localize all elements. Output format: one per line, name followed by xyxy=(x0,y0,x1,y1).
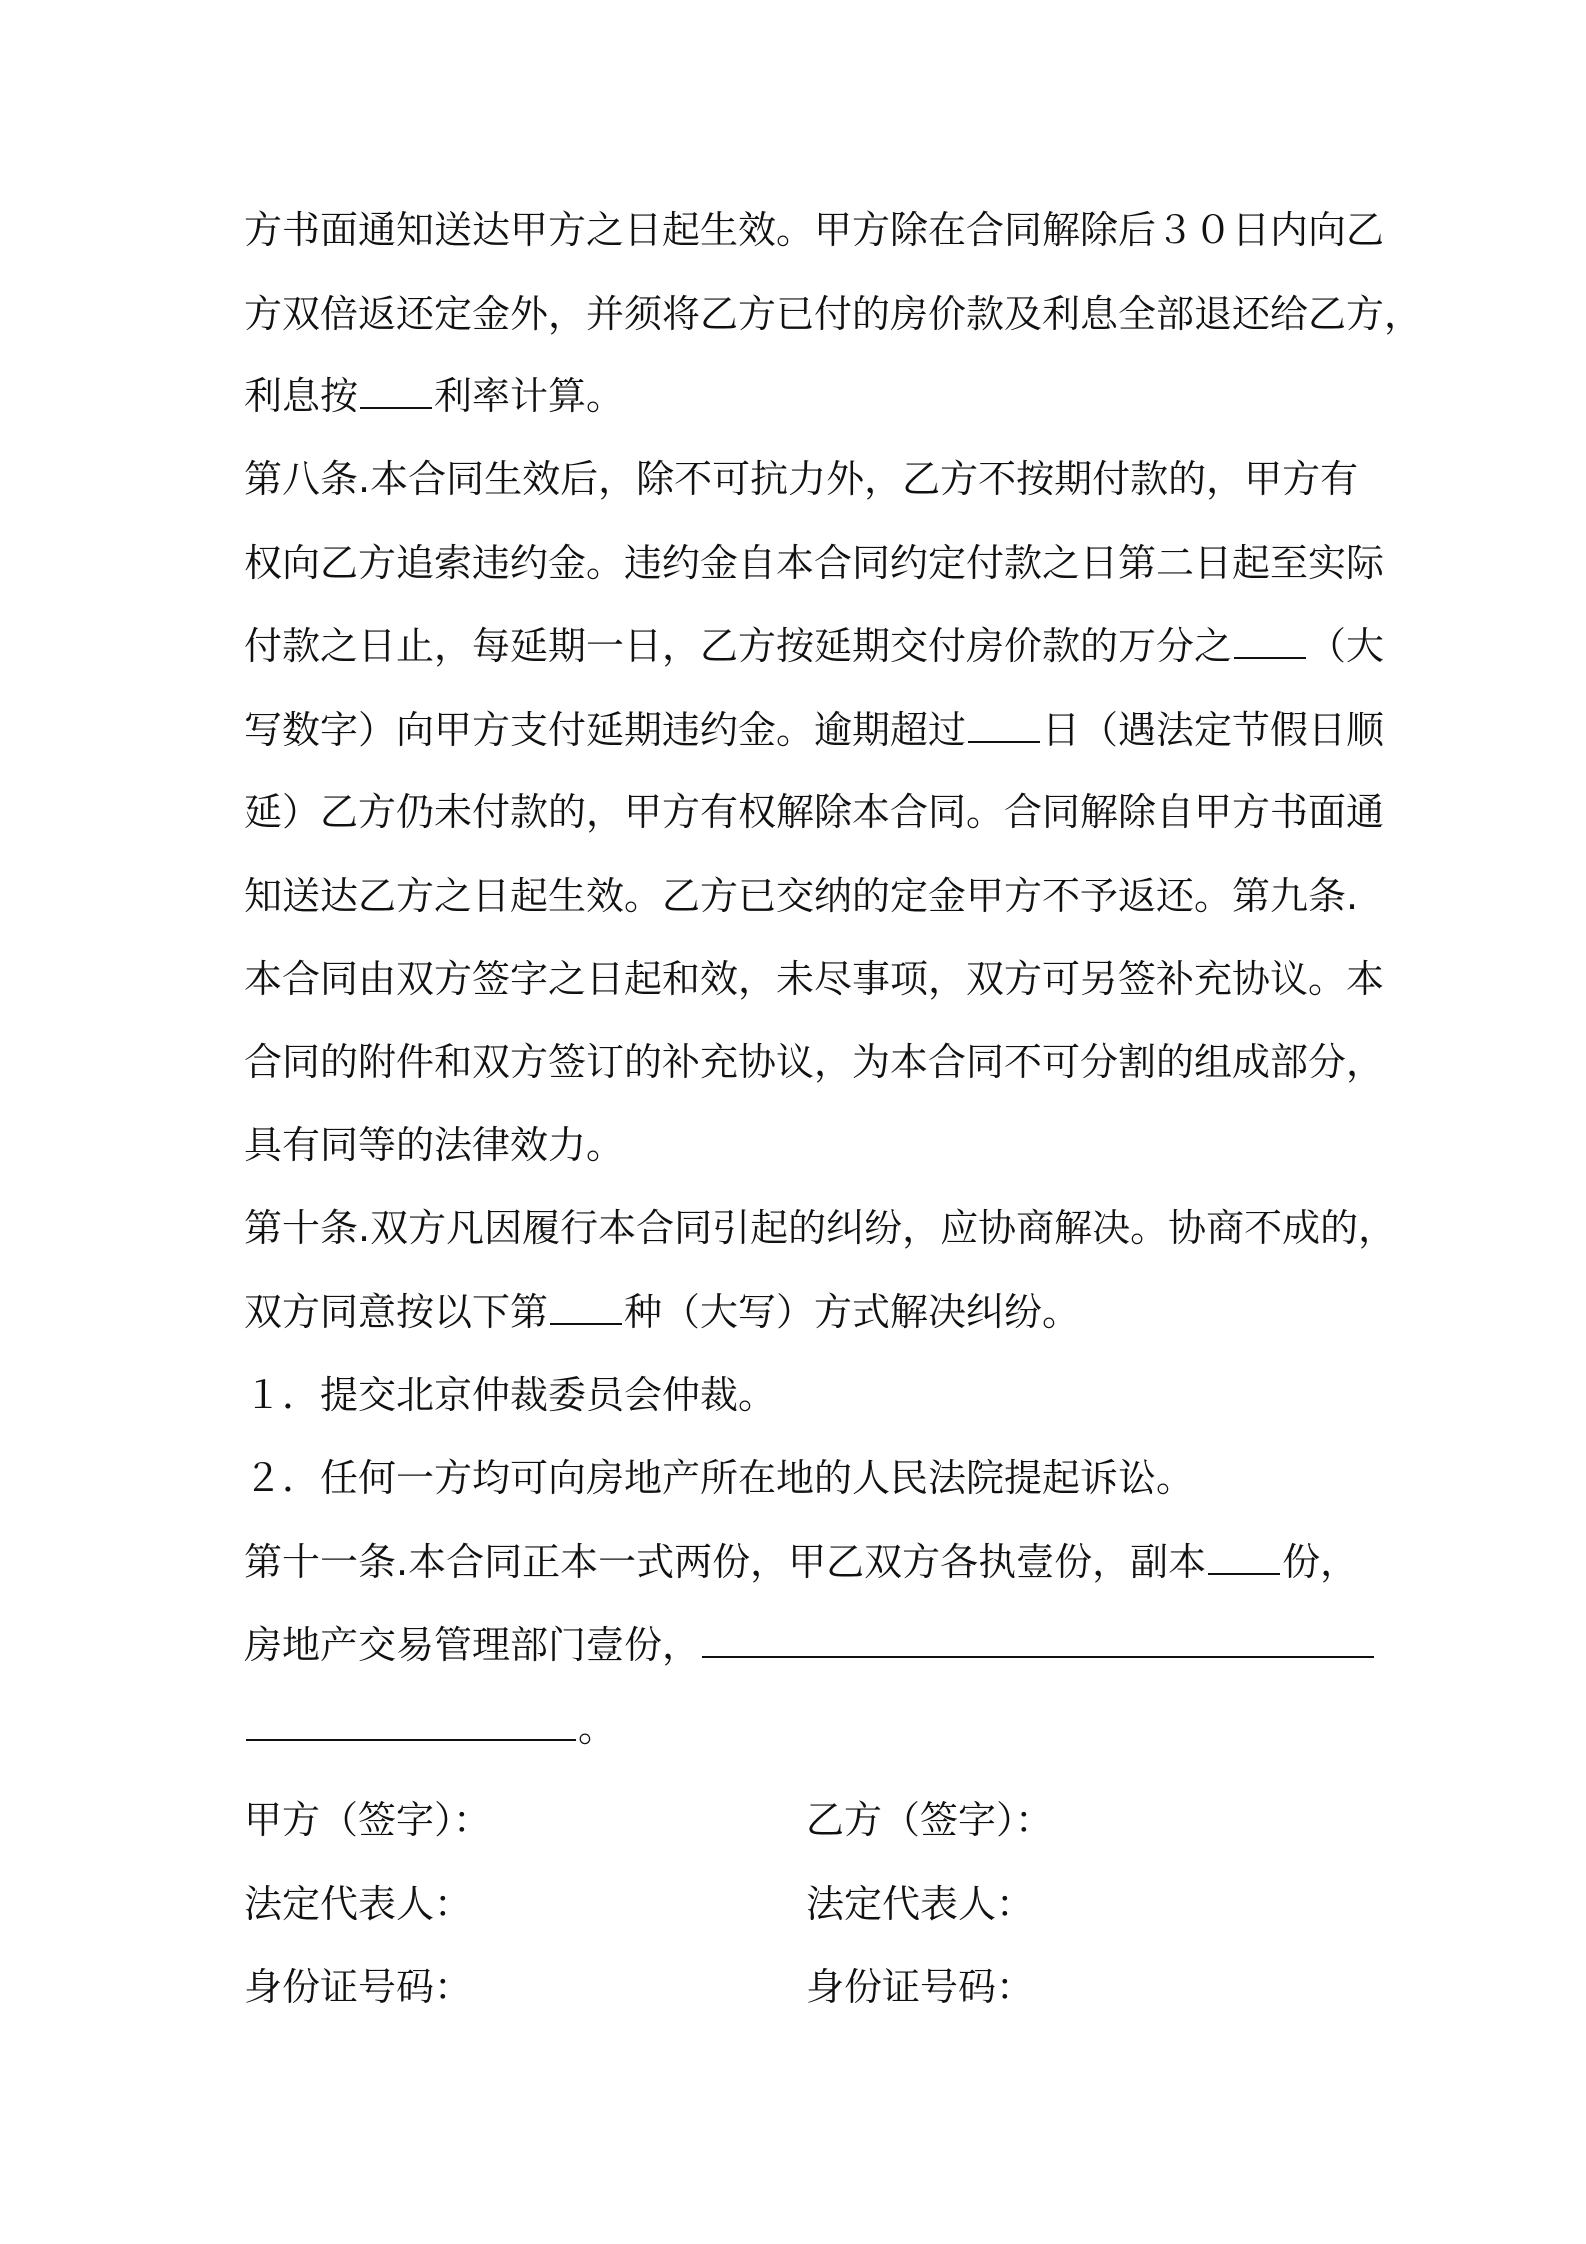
body-line-8 xyxy=(244,788,1384,836)
body-line-5 xyxy=(244,539,1384,587)
body-line-3 xyxy=(244,372,624,420)
text-segment: 本合同由双方签字之日起和效，未尽事项，双方可另签补充协议。本 xyxy=(244,957,1385,1001)
party-a-signature-label: 甲方（签字）： xyxy=(244,1798,492,1842)
text-segment: 具有同等的法律效力。 xyxy=(244,1123,625,1167)
text-segment: 日（遇法定节假日顺 xyxy=(1042,708,1385,752)
party-b-id-label: 身份证号码： xyxy=(806,1965,1035,2009)
text-segment: 。 xyxy=(578,1706,617,1750)
party-a-id-label: 身份证号码： xyxy=(244,1965,473,2009)
body-line-1 xyxy=(244,206,1384,254)
text-segment: 合同的附件和双方签订的补充协议，为本合同不可分割的组成部分， xyxy=(244,1040,1385,1084)
body-line-13 xyxy=(244,1204,1396,1252)
body-line-9 xyxy=(244,872,1358,920)
text-segment: 权向乙方追索违约金。违约金自本合同约定付款之日第二日起至实际 xyxy=(244,541,1385,585)
text-segment: ２．任何一方均可向房地产所在地的人民法院提起诉讼。 xyxy=(244,1456,1195,1500)
text-segment: 写数字）向甲方支付延期违约金。逾期超过 xyxy=(244,708,967,752)
text-segment: １．提交北京仲裁委员会仲裁。 xyxy=(244,1373,777,1417)
text-segment: 份， xyxy=(1282,1540,1359,1584)
party-a-representative-label: 法定代表人： xyxy=(244,1882,473,1926)
party-b-representative-label: 法定代表人： xyxy=(806,1882,1035,1926)
body-line-17 xyxy=(244,1538,1358,1586)
body-line-12 xyxy=(244,1121,624,1169)
text-segment: 延）乙方仍未付款的，甲方有权解除本合同。合同解除自甲方书面通 xyxy=(244,790,1385,834)
fill-in-blank xyxy=(360,375,432,409)
body-line-18 xyxy=(244,1621,1376,1669)
body-line-7 xyxy=(244,706,1384,754)
fill-in-blank xyxy=(968,709,1040,743)
text-segment: 利息按 xyxy=(244,374,359,418)
fill-in-blank xyxy=(1234,625,1306,659)
text-segment: 方书面通知送达甲方之日起生效。甲方除在合同解除后３０日内向乙 xyxy=(244,208,1385,252)
text-segment: 种（大写）方式解决纠纷。 xyxy=(624,1290,1081,1334)
body-line-4 xyxy=(244,455,1358,503)
text-segment: 付款之日止，每延期一日，乙方按延期交付房价款的万分之 xyxy=(244,624,1233,668)
text-segment: 房地产交易管理部门壹份， xyxy=(244,1623,701,1667)
fill-in-blank xyxy=(702,1624,1374,1658)
body-line-2 xyxy=(244,290,1422,338)
body-line-14 xyxy=(244,1288,1080,1336)
body-line-16 xyxy=(244,1454,1194,1502)
text-segment: 利率计算。 xyxy=(434,374,625,418)
text-segment: 第八条.本合同生效后，除不可抗力外，乙方不按期付款的，甲方有 xyxy=(244,457,1359,501)
body-line-10 xyxy=(244,955,1384,1003)
text-segment: 方双倍返还定金外，并须将乙方已付的房价款及利息全部退还给乙方， xyxy=(244,292,1423,336)
fill-in-blank xyxy=(246,1707,576,1741)
body-line-11 xyxy=(244,1038,1384,1086)
body-line-6 xyxy=(244,622,1384,670)
text-segment: 知送达乙方之日起生效。乙方已交纳的定金甲方不予返还。第九条. xyxy=(244,874,1359,918)
text-segment: （大 xyxy=(1308,624,1385,668)
text-segment: 第十一条.本合同正本一式两份，甲乙双方各执壹份，副本 xyxy=(244,1540,1207,1584)
body-line-19 xyxy=(244,1704,616,1752)
text-segment: 第十条.双方凡因履行本合同引起的纠纷，应协商解决。协商不成的， xyxy=(244,1206,1397,1250)
party-b-signature-label: 乙方（签字）： xyxy=(806,1798,1054,1842)
text-segment: 双方同意按以下第 xyxy=(244,1290,549,1334)
body-line-15 xyxy=(244,1371,776,1419)
fill-in-blank xyxy=(550,1291,622,1325)
fill-in-blank xyxy=(1208,1541,1280,1575)
